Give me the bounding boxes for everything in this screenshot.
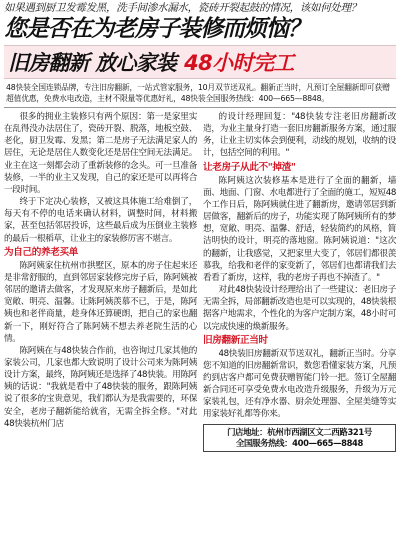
contact-box [203, 424, 396, 452]
left-column [4, 111, 197, 452]
section-divider [4, 107, 396, 108]
subheadline-banner [4, 45, 396, 79]
section-heading: 旧房翻新正当时 [203, 334, 268, 346]
article-body [4, 111, 396, 452]
body-paragraph: 陈阿姨这次装修基本是进行了全面的翻新，墙面、地面、门窗、水电都进行了全面的施工，短短48个工作日后，陈阿姨就住进了翻新房，邀请邻居到新居做客，翻新后的房子，功能实现了陈阿姨所有的梦想，宽敞、明亮、温馨、舒适，轻装简约的风格，简洁明快的设计，明亮的落地窗。陈阿姨说道："这次的翻新，让我感觉，又把家里大变了，邻居们都很羡慕我，给我和老伴的家变新了，邻居们也都请我们去看看了新房，这样，我的老房子再也不掉渣了。" [203, 175, 396, 283]
headline: 您是否在为老房子装修而烦恼？ [4, 16, 310, 42]
section-heading: 让老房子从此不"掉渣" [203, 161, 296, 173]
body-paragraph: 48快装旧房翻新双节送双礼，翻新正当时。分享您不知道的旧房翻新常识，数您看懂家装方案，凡预约到店客户都可免费获赠智能门铃一把。签订全屋翻新合同还可享受免费水电改造升级服务，升级为万元家装礼包，还有净水器、厨余处理器、全屋美缝等实用家装好礼都等你来。 [203, 348, 396, 420]
body-paragraph: 陈阿姨家住杭州市拱墅区，原本的房子住起来还是非常舒服的，直到邻居家装修完房子后，陈阿姨被邻居的邀请去做客，才发现原来房子翻新后，是如此宽敞、明亮、温馨。让陈阿姨羡慕不已，于是，陈阿姨也和老伴商量，趁身体还算硬朗，把自己的家也翻新一下，刚好符合了陈阿姨不想去养老院生活的心情。 [4, 260, 197, 344]
store-address: 门店地址：杭州市西湖区文二西路321号 [227, 426, 372, 437]
body-paragraph: 终于下定决心装修，又被这具体施工给难倒了，每天有不停的电话来确认材料，调整时间，材料搬家，甚至包括邻居投诉，这些最后成为压倒业主装修的最后一根稻草，让业主的家装修厉害不堪言。 [4, 197, 197, 244]
body-paragraph: 陈阿姨在与48快装合作前，也咨询过几家其他的家装公司，几家也都大致说明了设计公司来为陈阿姨设计方案，最终，陈阿姨还是选择了48快装。用陈阿姨的话说："我就是看中了48快装的服务，跟陈阿姨说了很多的宝贵意见，我们都认为是我需要的，环保安全，老房子翻新能给就省，无需全拆全修。"对此48快装杭州门店 [4, 345, 197, 429]
right-column [203, 111, 396, 452]
service-hotline: 全国服务热线：400—665—8848 [236, 437, 363, 448]
body-paragraph: 的设计经理回复："48快装专注老旧房翻新改造，为业主量身打造一套旧房翻新服务方案，通过服务，让业主切实体会到便利，动线的规划，收纳的设计，包括空间的利用。" [203, 112, 396, 159]
section-heading: 为自己的养老买单 [4, 246, 78, 258]
subheadline-highlight: 48小时完工 [184, 51, 294, 75]
intro-paragraph: 48快装全国连锁品牌，专注旧房翻新，一站式管家服务，10月双节送双礼。翻新正当时，凡预订全屋翻新即可获赠超值优惠，免费水电改造，主材不限量等优惠好礼，48快装全国服务热线：400—665—8848。 [6, 83, 390, 103]
lead-question: 如果遇到厨卫发霉发黑，洗手间渗水漏水，瓷砖开裂起鼓的情况，该如何处理？ [4, 2, 361, 14]
subheadline-slogan: 旧房翻新 放心家装 [8, 51, 177, 75]
body-paragraph: 很多的拥业主装修只有两个原因：第一是家里实在乱得没办法居住了，瓷砖开裂、脱落，地板空鼓、老化，厨卫发霉、发黑；第二是房子无法满足家人的居住，无论是居住人数变化还是居住空间无法满足。业主在这一刻都会动了重新装修的念头。可一旦准备装修，一半的业主又发现，自己的家还是可以再将合一段时间。 [4, 112, 197, 195]
body-paragraph: 对此48快装设计经理给出了一些建议：老旧房子无需全拆，局部翻新改造也是可以实现的，48快装根据客户地需求，个性化的为客户定制方案，48小时可以完成快速的焕新服务。 [203, 285, 396, 332]
